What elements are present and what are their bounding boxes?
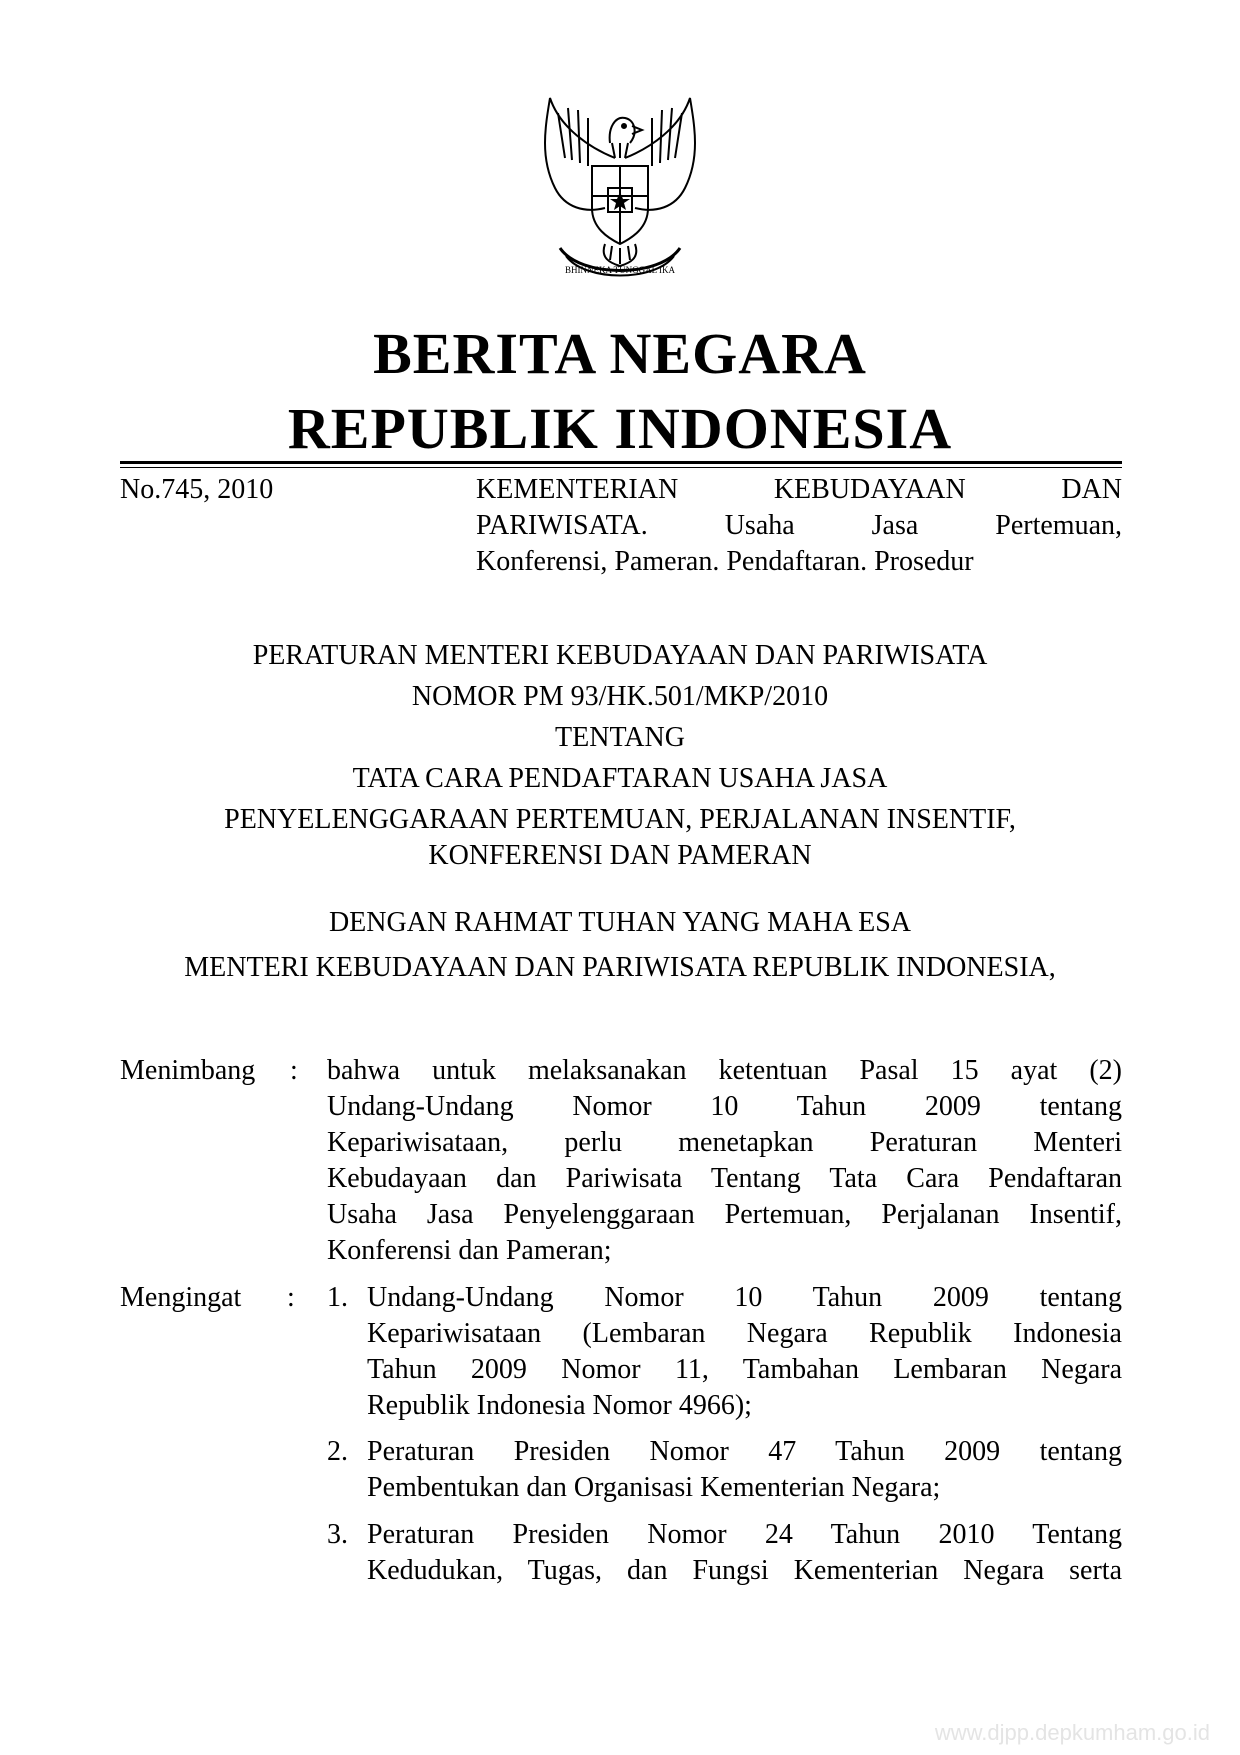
regulation-line: PENYELENGGARAAN PERTEMUAN, PERJALANAN INSENTIF, xyxy=(224,804,1016,835)
considering-line: Kepariwisataan, perlu menetapkan Peraturan Menteri xyxy=(327,1127,1122,1158)
preamble-line: MENTERI KEBUDAYAAN DAN PARIWISATA REPUBLIK INDONESIA, xyxy=(184,952,1056,983)
recalling-label: Mengingat xyxy=(120,1282,242,1313)
subject-line: KEMENTERIAN KEBUDAYAAN DAN xyxy=(476,474,1122,505)
list-line: Peraturan Presiden Nomor 24 Tahun 2010 Tentang xyxy=(367,1519,1122,1550)
list-line: Peraturan Presiden Nomor 47 Tahun 2009 tentang xyxy=(367,1436,1122,1467)
considering-line: bahwa untuk melaksanakan ketentuan Pasal 15 ayat (2) xyxy=(327,1055,1122,1086)
considering-line: Kebudayaan dan Pariwisata Tentang Tata Cara Pendaftaran xyxy=(327,1163,1122,1194)
considering-line: Konferensi dan Pameran; xyxy=(327,1235,612,1266)
regulation-line: TENTANG xyxy=(555,722,685,753)
garuda-emblem-icon xyxy=(520,88,720,288)
considering-label: Menimbang xyxy=(120,1055,256,1086)
list-number: 2. xyxy=(327,1436,348,1467)
list-line: Republik Indonesia Nomor 4966); xyxy=(367,1390,752,1421)
regulation-line: PERATURAN MENTERI KEBUDAYAAN DAN PARIWISATA xyxy=(252,640,988,671)
preamble xyxy=(0,905,1240,995)
list-number: 3. xyxy=(327,1519,348,1550)
considering-line: Undang-Undang Nomor 10 Tahun 2009 tentang xyxy=(327,1091,1122,1122)
preamble-line: DENGAN RAHMAT TUHAN YANG MAHA ESA xyxy=(328,907,912,938)
considering-line: Usaha Jasa Penyelenggaraan Pertemuan, Perjalanan Insentif, xyxy=(327,1199,1122,1230)
issue-number: No.745, 2010 xyxy=(120,474,274,505)
considering-text xyxy=(327,1053,1122,1269)
masthead-title-line2: REPUBLIK INDONESIA xyxy=(287,396,953,461)
list-line: Pembentukan dan Organisasi Kementerian Negara; xyxy=(367,1472,941,1503)
list-number: 1. xyxy=(327,1282,348,1313)
regulation-line: TATA CARA PENDAFTARAN USAHA JASA xyxy=(352,763,888,794)
header-rule-thin xyxy=(120,467,1122,468)
list-line: Tahun 2009 Nomor 11, Tambahan Lembaran Negara xyxy=(367,1354,1122,1385)
list-line: Kedudukan, Tugas, dan Fungsi Kementerian Negara serta xyxy=(367,1555,1122,1586)
masthead-title-line1: BERITA NEGARA xyxy=(373,321,867,386)
regulation-number: NOMOR PM 93/HK.501/MKP/2010 xyxy=(411,681,829,712)
issue-subject xyxy=(476,472,1122,580)
list-line: Undang-Undang Nomor 10 Tahun 2009 tentang xyxy=(367,1282,1122,1313)
subject-line: PARIWISATA. Usaha Jasa Pertemuan, xyxy=(476,510,1122,541)
header-rule xyxy=(120,461,1122,464)
emblem-motto: BHINNEKA TUNGGAL IKA xyxy=(565,265,675,275)
recalling-colon: : xyxy=(287,1282,295,1313)
watermark: www.djpp.depkumham.go.id xyxy=(934,1720,1210,1745)
list-line: Kepariwisataan (Lembaran Negara Republik Indonesia xyxy=(367,1318,1122,1349)
regulation-line: KONFERENSI DAN PAMERAN xyxy=(428,840,812,871)
regulation-heading xyxy=(0,638,1240,874)
considering-colon: : xyxy=(290,1055,298,1086)
subject-line: Konferensi, Pameran. Pendaftaran. Prosedur xyxy=(476,546,974,577)
